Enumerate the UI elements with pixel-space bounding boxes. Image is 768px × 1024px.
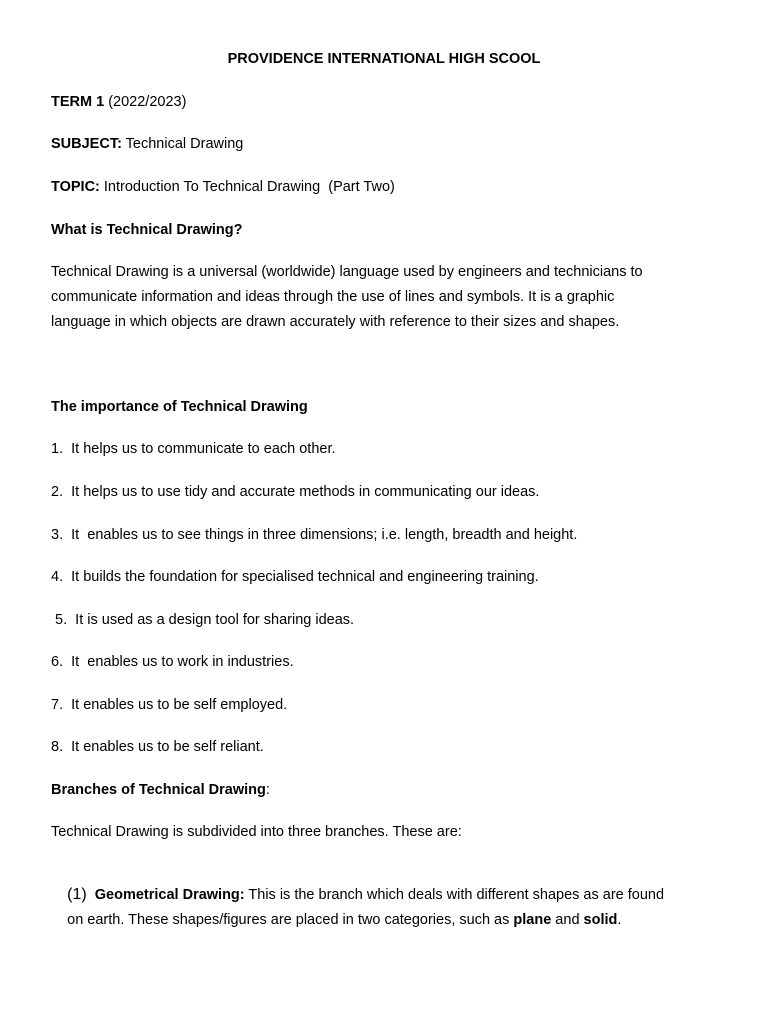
- branch-1-text-2: on earth. These shapes/figures are placed in two categories, such as: [67, 912, 514, 928]
- topic-line: [51, 177, 395, 197]
- term-line: [51, 92, 186, 112]
- branch-1-plane: plane: [513, 912, 552, 928]
- importance-item-8: 8. It enables us to be self reliant.: [51, 739, 264, 755]
- branch-1-text-1: This is the branch which deals with different shapes as are found: [244, 887, 665, 903]
- subject-value: Technical Drawing: [121, 136, 244, 152]
- definition-line-2: communicate information and ideas through the use of lines and symbols. It is a graphic: [51, 289, 615, 305]
- school-title: PROVIDENCE INTERNATIONAL HIGH SCOOL: [227, 51, 541, 67]
- subject-line: [51, 134, 243, 154]
- definition-line-1: Technical Drawing is a universal (worldwide) language used by engineers and technicians to: [51, 264, 643, 280]
- definition-heading: What is Technical Drawing?: [51, 222, 243, 238]
- importance-item-7: 7. It enables us to be self employed.: [51, 697, 288, 713]
- topic-value: Introduction To Technical Drawing (Part Two): [99, 179, 395, 195]
- branch-1-end: .: [617, 912, 622, 928]
- importance-item-2: 2. It helps us to use tidy and accurate methods in communicating our ideas.: [51, 484, 540, 500]
- branches-heading-text: Branches of Technical Drawing: [51, 782, 266, 798]
- importance-item-4: 4. It builds the foundation for specialised technical and engineering training.: [51, 569, 539, 585]
- definition-line-3: language in which objects are drawn accurately with reference to their sizes and shapes.: [51, 314, 620, 330]
- branch-1-and: and: [551, 912, 584, 928]
- branch-1-name: Geometrical Drawing:: [94, 887, 245, 903]
- importance-item-1: 1. It helps us to communicate to each other.: [51, 441, 336, 457]
- branches-intro: Technical Drawing is subdivided into three branches. These are:: [51, 824, 462, 840]
- term-value: (2022/2023): [104, 94, 187, 110]
- branch-1-line-2: [51, 890, 621, 950]
- importance-item-6: 6. It enables us to work in industries.: [51, 654, 294, 670]
- subject-label: SUBJECT:: [51, 136, 122, 152]
- branch-1-solid: solid: [583, 912, 618, 928]
- branches-heading: [51, 780, 270, 800]
- term-label: TERM 1: [51, 94, 105, 110]
- topic-label: TOPIC:: [51, 179, 100, 195]
- importance-item-3: 3. It enables us to see things in three dimensions; i.e. length, breadth and height.: [51, 527, 578, 543]
- branches-heading-colon: :: [265, 782, 270, 798]
- importance-item-5: 5. It is used as a design tool for sharing ideas.: [51, 612, 355, 628]
- importance-heading: The importance of Technical Drawing: [51, 399, 308, 415]
- branch-1-number: (1): [67, 886, 87, 903]
